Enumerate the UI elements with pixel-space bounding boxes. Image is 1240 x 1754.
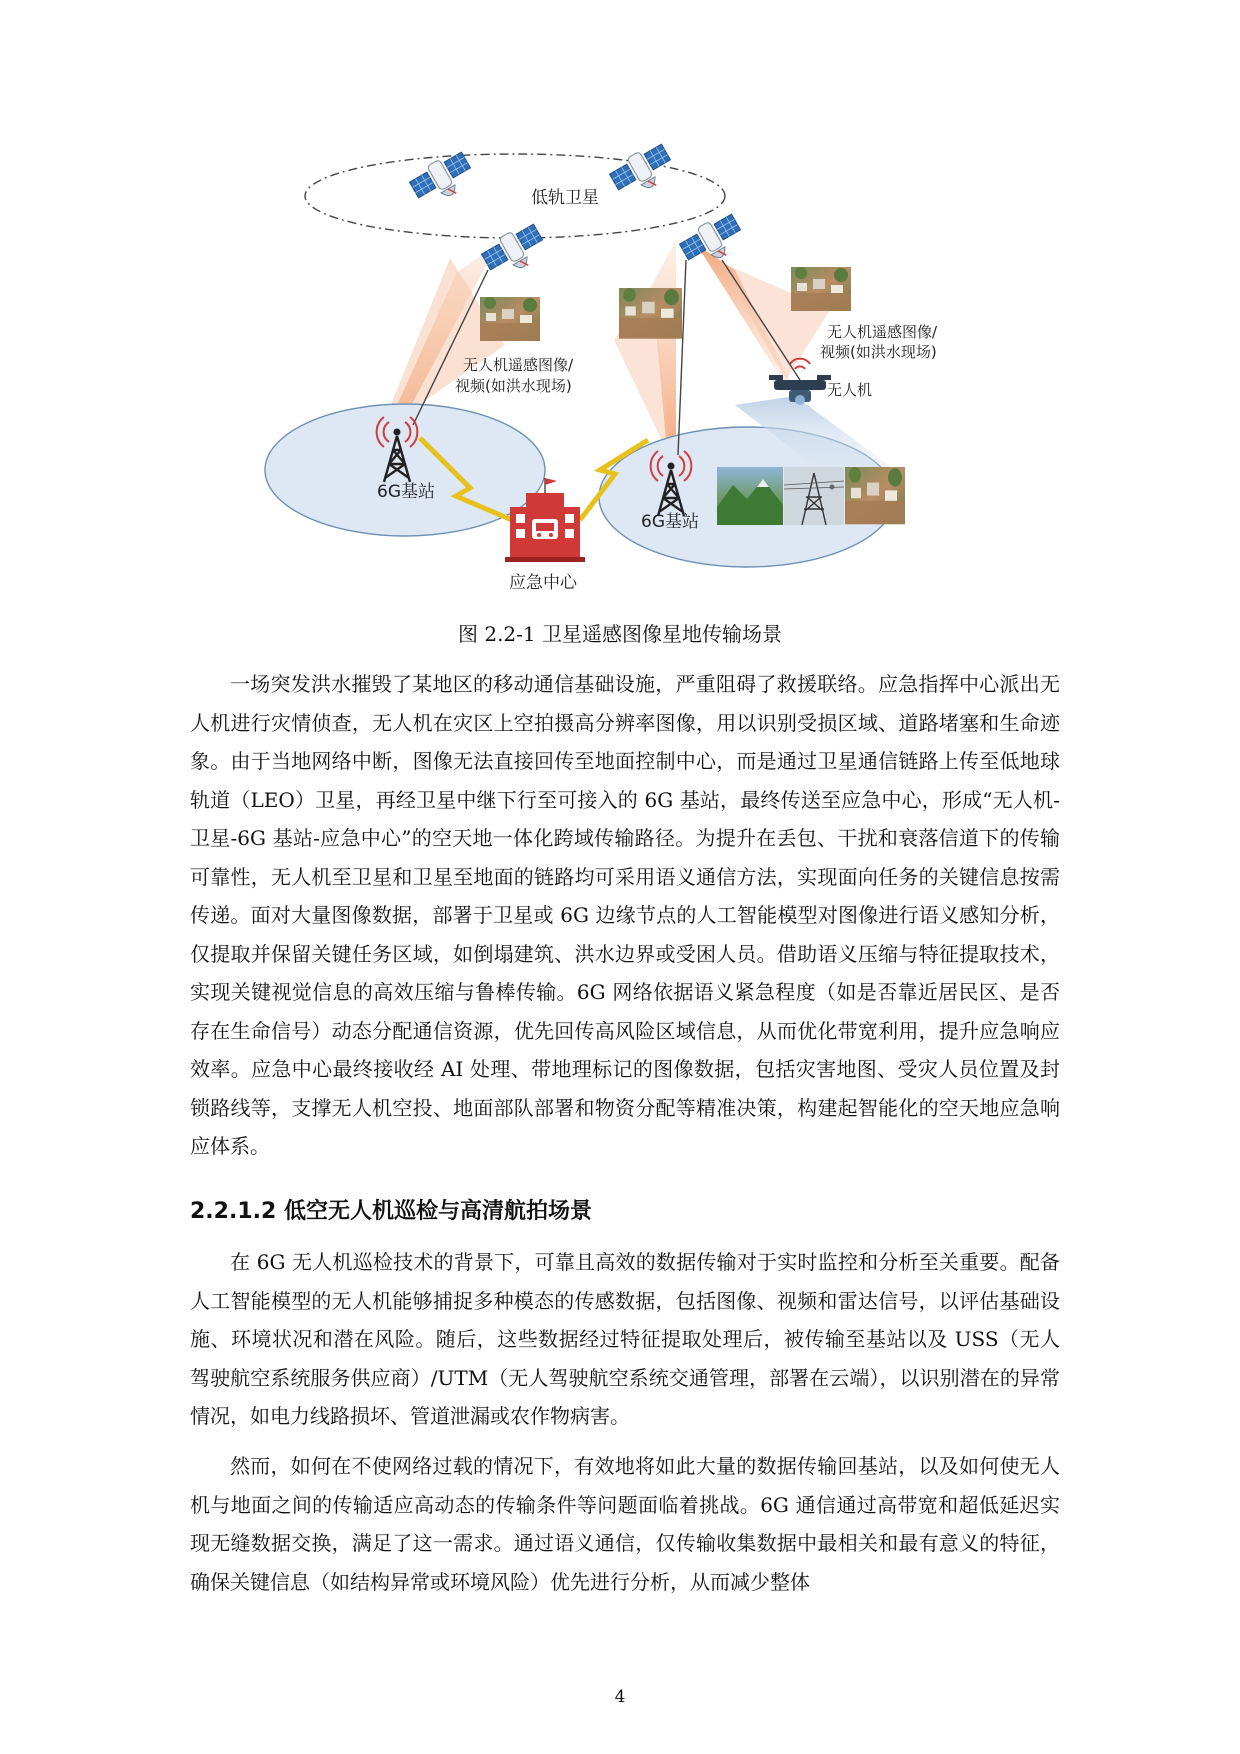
uav-image-label-right-line1: 无人机遥感图像/: [827, 323, 938, 341]
paragraph-uav-inspection: 在 6G 无人机巡检技术的背景下，可靠且高效的数据传输对于实时监控和分析至关重要。配备人工智能模型的无人机能够捕捉多种模态的传感数据，包括图像、视频和雷达信号，以评估基础设施、环境状况和潜在风险。随后，这些数据经过特征提取处理后，被传输至基站以及 USS（无人驾驶航空系统服务供应商）/UTM（无人驾驶航空系统交通管理，部署在云端），以识别潜在的异常情况，如电力线路损坏、管道泄漏或农作物病害。: [190, 1250, 1060, 1428]
paragraph-flood-scenario: 一场突发洪水摧毁了某地区的移动通信基础设施，严重阻碍了救援联络。应急指挥中心派出无人机进行灾情侦查，无人机在灾区上空拍摄高分辨率图像，用以识别受损区域、道路堵塞和生命迹象。由于当地网络中断，图像无法直接回传至地面控制中心，而是通过卫星通信链路上传至低地球轨道（LEO）卫星，再经卫星中继下行至可接入的 6G 基站，最终传送至应急中心，形成“无人机-卫星-6G 基站-应急中心”的空天地一体化跨域传输路径。为提升在丢包、干扰和衰落信道下的传输可靠性，无人机至卫星和卫星至地面的链路均可采用语义通信方法，实现面向任务的关键信息按需传递。面对大量图像数据，部署于卫星或 6G 边缘节点的人工智能模型对图像进行语义感知分析，仅提取并保留关键任务区域，如倒塌建筑、洪水边界或受困人员。借助语义压缩与特征提取技术，实现关键视觉信息的高效压缩与鲁棒传输。6G 网络依据语义紧急程度（如是否靠近居民区、是否存在生命信号）动态分配通信资源，优先回传高风险区域信息，从而优化带宽利用，提升应急响应效率。应急中心最终接收经 AI 处理、带地理标记的图像数据，包括灾害地图、受灾人员位置及封锁路线等，支撑无人机空投、地面部队部署和物资分配等精准决策，构建起智能化的空天地应急响应体系。: [190, 672, 1060, 1158]
page-number: 4: [614, 1687, 626, 1707]
uav-image-label-right-line2: 视频(如洪水现场): [820, 343, 937, 361]
leo-label: 低轨卫星: [531, 188, 599, 208]
figure-caption: 图 2.2-1 卫星遥感图像星地传输场景: [457, 622, 782, 646]
emergency-center-label: 应急中心: [509, 573, 577, 593]
section-heading: 2.2.1.2 低空无人机巡检与高清航拍场景: [190, 1199, 592, 1224]
uav-label: 无人机: [827, 381, 873, 399]
figure-diagram: [0, 0, 1240, 610]
uav-image-label-left-line1: 无人机遥感图像/: [463, 356, 574, 374]
uav-image-label-left-line2: 视频(如洪水现场): [455, 377, 572, 395]
paragraph-challenges: 然而，如何在不使网络过载的情况下，有效地将如此大量的数据传输回基站，以及如何使无人机与地面之间的传输适应高动态的传输条件等问题面临着挑战。6G 通信通过高带宽和超低延迟实现无缝数据交换，满足了这一需求。通过语义通信，仅传输收集数据中最相关和最有意义的特征，确保关键信息（如结构异常或环境风险）优先进行分析，从而减少整体: [190, 1454, 1060, 1594]
base-station-label-right: 6G基站: [641, 512, 699, 532]
base-station-label-left: 6G基站: [377, 482, 435, 502]
figure-satellite-ground-transmission: [0, 0, 1240, 610]
